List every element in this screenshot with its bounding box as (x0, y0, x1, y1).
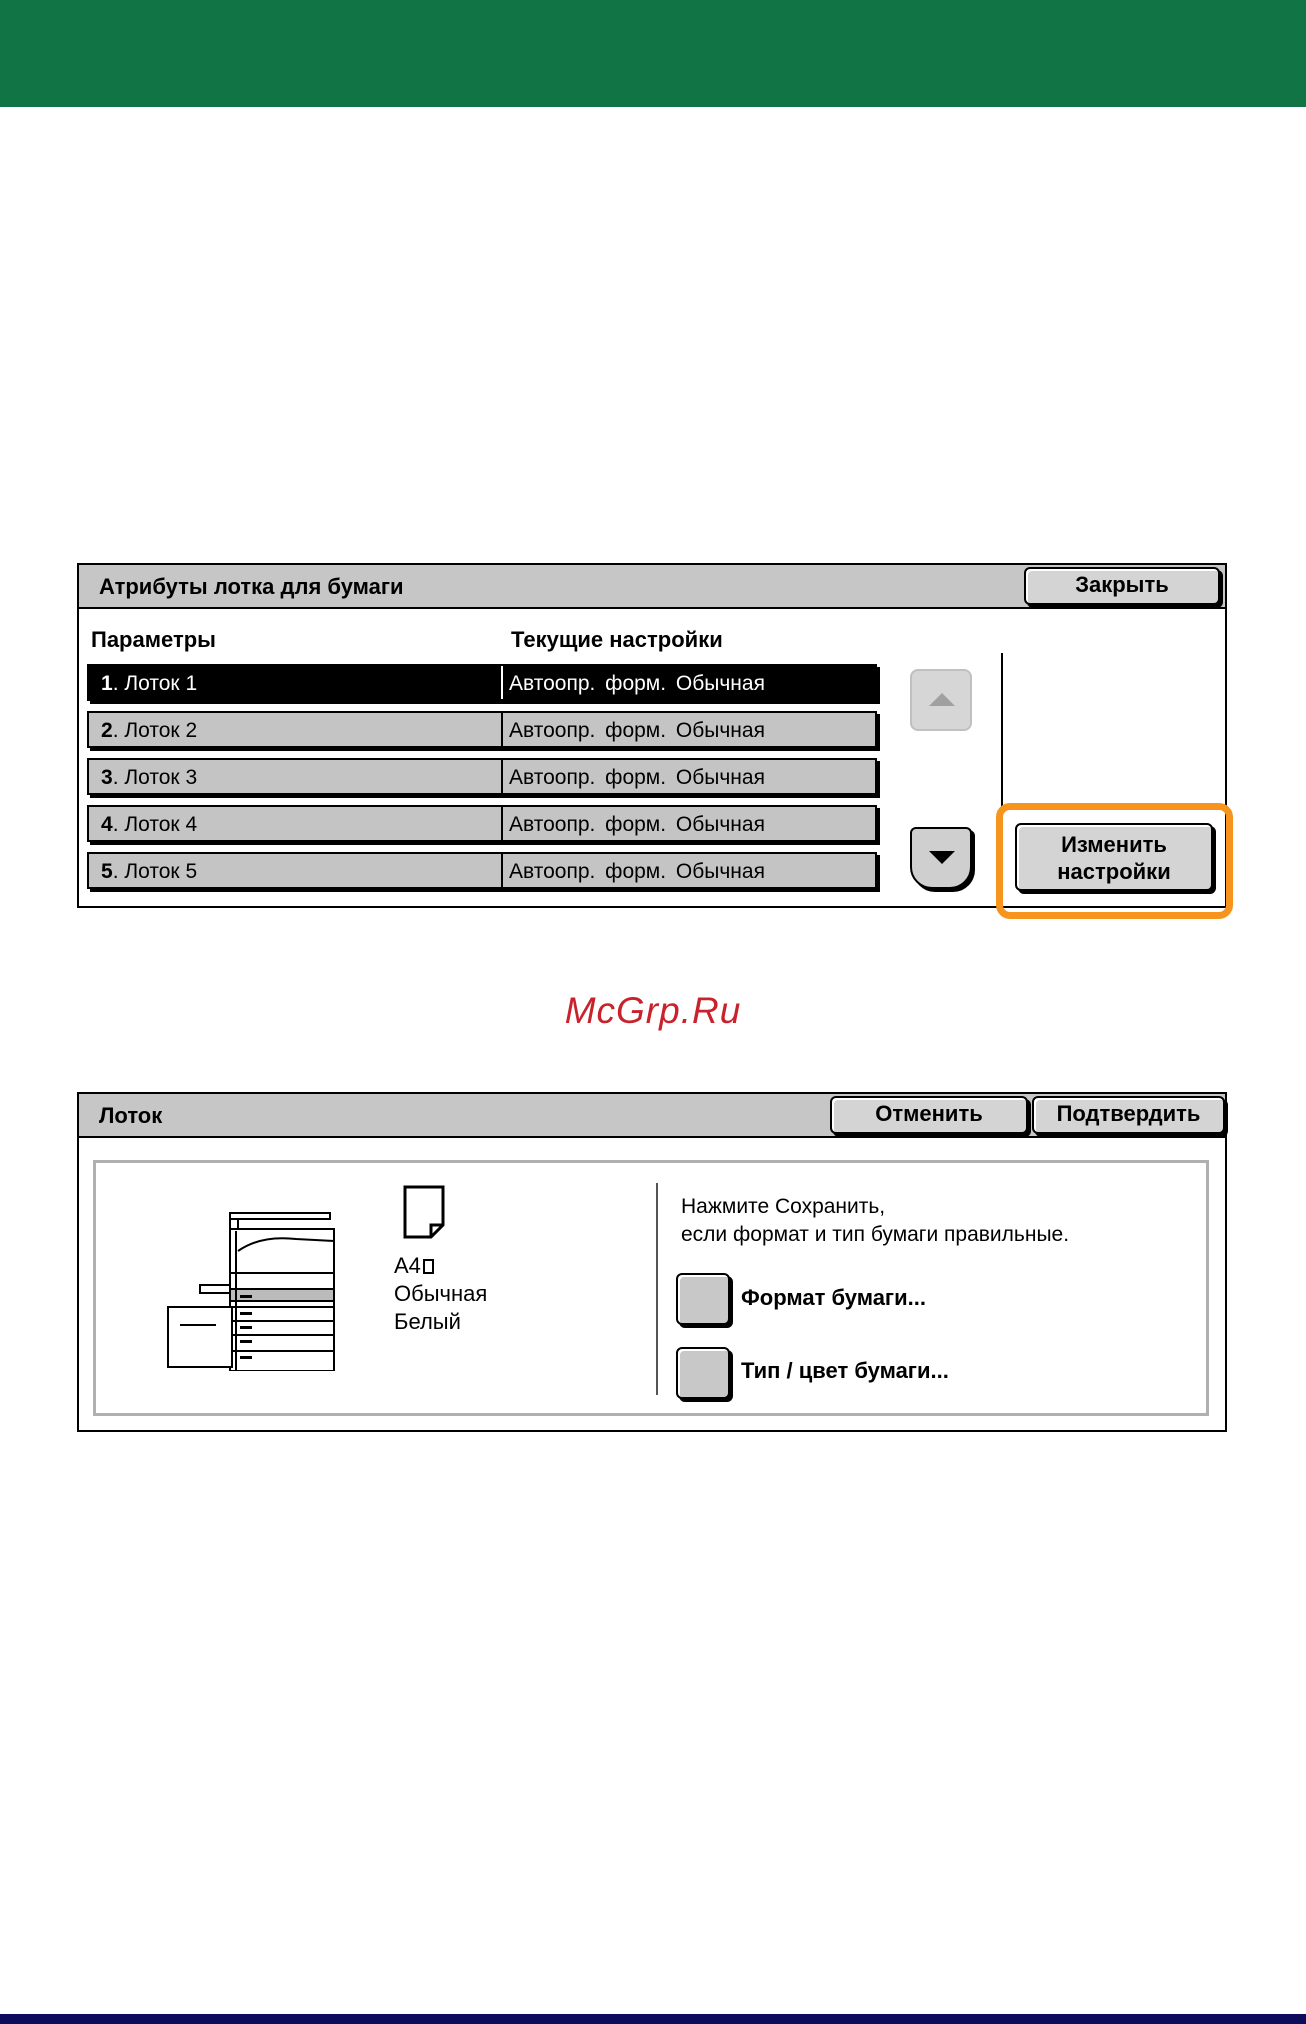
change-settings-button[interactable] (1015, 823, 1213, 891)
watermark: McGrp.Ru (564, 990, 742, 1031)
column-divider (501, 666, 503, 699)
paper-type-button[interactable] (676, 1347, 730, 1399)
paper-format-label[interactable]: Формат бумаги... (741, 1285, 926, 1310)
panel-header (79, 1094, 1225, 1138)
change-settings-label-line1: Изменить (1061, 832, 1167, 857)
tray-row-5[interactable] (87, 852, 877, 889)
column-divider (501, 807, 503, 840)
tray-name: 3. Лоток 3 (101, 766, 198, 789)
paper-color-info: Белый (394, 1309, 461, 1334)
scroll-down-button[interactable] (910, 827, 972, 889)
tray-setting: Автоопр. форм. Обычная (509, 672, 765, 695)
paper-size-info: A4 (394, 1253, 434, 1279)
triangle-down-icon (929, 851, 955, 864)
vertical-divider (656, 1183, 658, 1395)
tray-row-4[interactable] (87, 805, 877, 842)
prompt-text-line1: Нажмите Сохранить, (681, 1195, 886, 1218)
tray-setting: Автоопр. форм. Обычная (509, 860, 765, 883)
tray-row-1[interactable] (87, 664, 877, 701)
portrait-paper-icon (423, 1259, 434, 1274)
tray-confirm-panel (77, 1092, 1227, 1432)
cancel-button[interactable]: Отменить (830, 1096, 1028, 1134)
tray-setting: Автоопр. форм. Обычная (509, 766, 765, 789)
tray-setting: Автоопр. форм. Обычная (509, 813, 765, 836)
tray-name: 2. Лоток 2 (101, 719, 198, 742)
tray-name: 1. Лоток 1 (101, 672, 198, 695)
column-divider (501, 713, 503, 746)
printer-machine-icon (166, 1211, 336, 1371)
paper-icon (403, 1185, 445, 1239)
paper-type-label[interactable]: Тип / цвет бумаги... (741, 1358, 949, 1383)
column-divider (501, 760, 503, 793)
tray-setting: Автоопр. форм. Обычная (509, 719, 765, 742)
paper-format-button[interactable] (676, 1273, 730, 1325)
footer-bar (0, 2014, 1306, 2024)
triangle-up-icon (929, 693, 955, 706)
tray-row-2[interactable] (87, 711, 877, 748)
paper-type-info: Обычная (394, 1281, 488, 1306)
column-divider (501, 854, 503, 887)
tray-row-3[interactable] (87, 758, 877, 795)
prompt-text-line2: если формат и тип бумаги правильные. (681, 1223, 1070, 1246)
tray-info-box (93, 1160, 1209, 1416)
header-bar (0, 0, 1306, 107)
panel-header (79, 565, 1225, 609)
scroll-up-button[interactable] (910, 669, 972, 731)
tray-name: 4. Лоток 4 (101, 813, 198, 836)
column-header-parameters: Параметры (91, 627, 216, 652)
close-button[interactable]: Закрыть (1024, 567, 1220, 605)
tray-name: 5. Лоток 5 (101, 860, 198, 883)
change-settings-label-line2: настройки (1057, 859, 1171, 884)
panel-title: Атрибуты лотка для бумаги (99, 574, 404, 599)
column-header-current-settings: Текущие настройки (511, 627, 723, 652)
panel-title: Лоток (99, 1103, 163, 1128)
confirm-button[interactable]: Подтвердить (1032, 1096, 1225, 1134)
